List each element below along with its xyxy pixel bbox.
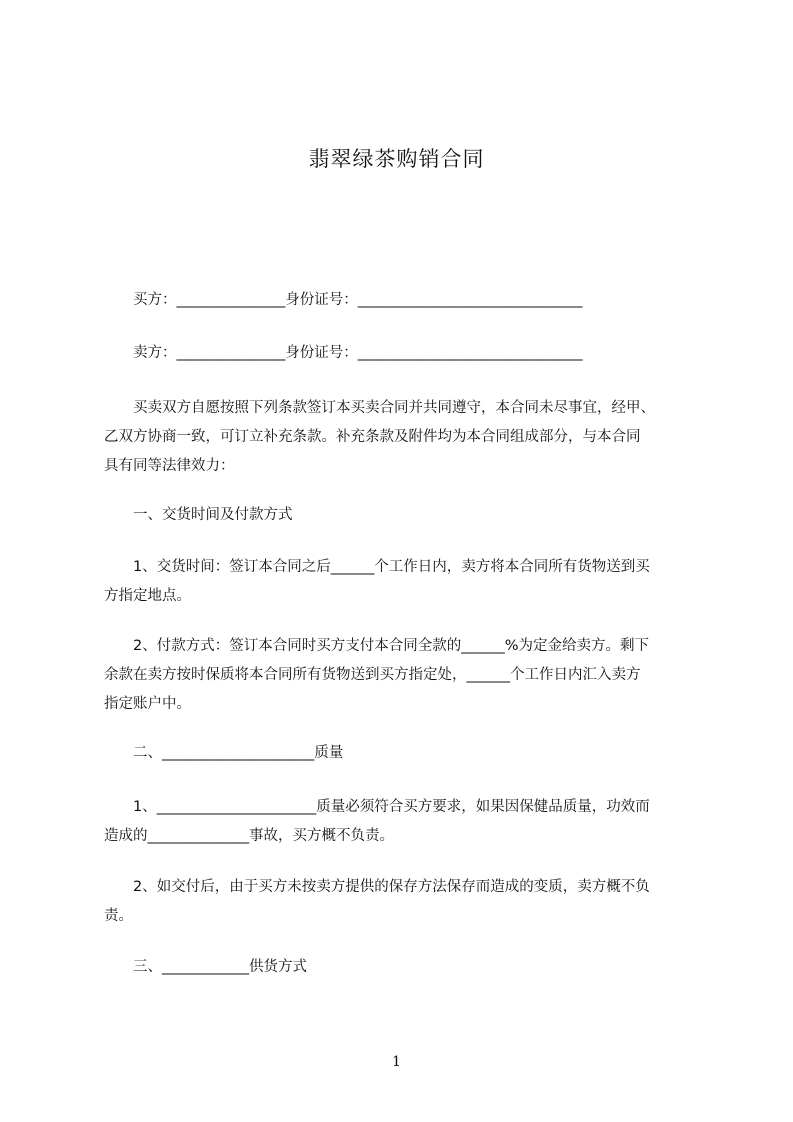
clause-line: 方指定地点。 xyxy=(104,588,191,604)
seller-line: 卖方：_______________身份证号：_______________________________ xyxy=(104,345,583,361)
clause-line: 2、付款方式：签订本合同时买方支付本合同全款的______%为定金给卖方。剩下 xyxy=(104,638,650,654)
preamble-line: 乙双方协商一致，可订立补充条款。补充条款及附件均为本合同组成部分，与本合同 xyxy=(104,429,641,445)
preamble-line: 买卖双方自愿按照下列条款签订本买卖合同并共同遵守，本合同未尽事宜，经甲、 xyxy=(104,400,655,416)
clause-2-1 xyxy=(104,793,704,851)
section-1-heading: 一、交货时间及付款方式 xyxy=(104,507,293,523)
clause-line: 指定账户中。 xyxy=(104,696,191,712)
clause-1-1 xyxy=(104,553,704,611)
preamble-line: 具有同等法律效力： xyxy=(104,458,235,474)
clause-line: 造成的______________事故，买方概不负责。 xyxy=(104,828,394,844)
clause-2-2 xyxy=(104,873,704,931)
preamble-paragraph xyxy=(104,394,704,481)
clause-1-2 xyxy=(104,632,704,719)
clause-line: 余款在卖方按时保质将本合同所有货物送到买方指定处，______个工作日内汇入卖方 xyxy=(104,667,641,683)
document-title: 翡翠绿茶购销合同 xyxy=(308,147,485,171)
clause-line: 责。 xyxy=(104,908,133,924)
section-3-heading: 三、____________供货方式 xyxy=(104,959,307,975)
clause-line: 2、如交付后，由于买方未按卖方提供的保存方法保存而造成的变质，卖方概不负 xyxy=(104,879,650,895)
section-2-heading: 二、_____________________质量 xyxy=(104,745,344,761)
buyer-line: 买方：_______________身份证号：_______________________________ xyxy=(104,292,583,308)
clause-line: 1、______________________质量必须符合买方要求，如果因保健品质量，功效而 xyxy=(104,799,650,815)
clause-line: 1、交货时间：签订本合同之后______个工作日内，卖方将本合同所有货物送到买 xyxy=(104,559,650,575)
page-number: 1 xyxy=(392,1054,401,1070)
